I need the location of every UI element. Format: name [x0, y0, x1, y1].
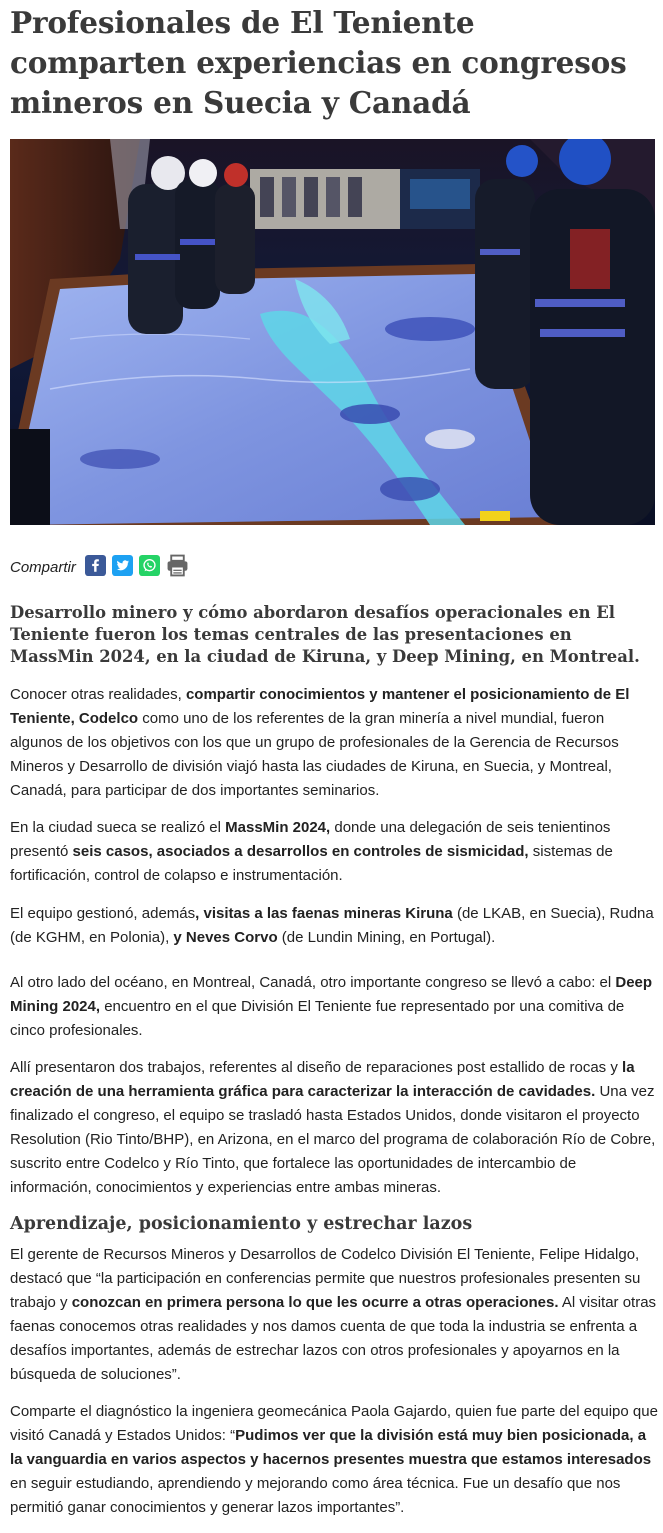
- share-label: Compartir: [10, 558, 76, 576]
- print-icon[interactable]: [166, 554, 189, 577]
- section-heading: Aprendizaje, posicionamiento y estrechar lazos: [10, 1214, 473, 1234]
- share-bar: [10, 551, 195, 579]
- twitter-icon[interactable]: [112, 555, 133, 576]
- whatsapp-icon[interactable]: [139, 555, 160, 576]
- paragraph-5: Allí presentaron dos trabajos, referentes al diseño de reparaciones post estallido de rocas y la creación de una herramienta gráfica para caracterizar la interacción de cavidades. Una vez finalizado el congreso, el equipo se trasladó hasta Estados Unidos, donde visitaron el proyecto Resolution (Rio Tinto/BHP), en Arizona, en el marco del programa de colaboración Río de Cobre, suscrito entre Codelco y Río Tinto, que fortalece las oportunidades de intercambio de información, conocimientos y experiencias entre ambas mineras.: [10, 1059, 656, 1196]
- article-title: Profesionales de El Teniente comparten experiencias en congresos mineros en Suecia y Canadá: [10, 5, 627, 120]
- paragraph-1: Conocer otras realidades, compartir conocimientos y mantener el posicionamiento de El Teniente, Codelco como uno de los referentes de la gran minería a nivel mundial, fueron algunos de los objetivos con los que un grupo de profesionales de la Gerencia de Recursos Mineros y Desarrollo de división viajó hasta las ciudades de Kiruna, en Suecia, y Montreal, Canadá, para participar de dos importantes seminarios.: [10, 686, 630, 799]
- paragraph-6: El gerente de Recursos Mineros y Desarrollos de Codelco División El Teniente, Felipe Hidalgo, destacó que “la participación en conferencias permite que nuestros profesionales presenten su trabajo y conozcan en primera persona lo que les ocurre a otras operaciones. Al visitar otras faenas conocemos otras realidades y nos damos cuenta de que toda la industria se enfrenta a desafíos importantes, además de estrechar lazos con otros profesionales y apoyarnos en la búsqueda de soluciones”.: [10, 1246, 657, 1383]
- hero-photo: [10, 139, 655, 525]
- paragraph-3: El equipo gestionó, además, visitas a las faenas mineras Kiruna (de LKAB, en Suecia), Rudna (de KGHM, en Polonia), y Neves Corvo (de Lundin Mining, en Portugal).: [10, 905, 654, 946]
- article-lead: Desarrollo minero y cómo abordaron desafíos operacionales en El Teniente fueron los temas centrales de las presentaciones en MassMin 2024, en la ciudad de Kiruna, y Deep Mining, en Montreal.: [10, 603, 640, 666]
- facebook-icon[interactable]: [85, 555, 106, 576]
- paragraph-7: Comparte el diagnóstico la ingeniera geomecánica Paola Gajardo, quien fue parte del equipo que visitó Canadá y Estados Unidos: “Pudimos ver que la división está muy bien posicionada, a la vanguardia en varios aspectos y hacernos presentes muestra que estamos interesados en seguir estudiando, aprendiendo y mejorando como área técnica. Fue un desafío que nos permitió ganar conocimientos y generar lazos importantes”.: [10, 1403, 658, 1516]
- paragraph-4: Al otro lado del océano, en Montreal, Canadá, otro importante congreso se llevó a cabo: el Deep Mining 2024, encuentro en el que División El Teniente fue representado por una comitiva de cinco profesionales.: [10, 974, 653, 1039]
- mine-model-photo: [10, 139, 655, 525]
- paragraph-2: En la ciudad sueca se realizó el MassMin 2024, donde una delegación de seis tenientinos presentó seis casos, asociados a desarrollos en controles de sismicidad, sistemas de fortificación, control de colapso e instrumentación.: [10, 819, 613, 884]
